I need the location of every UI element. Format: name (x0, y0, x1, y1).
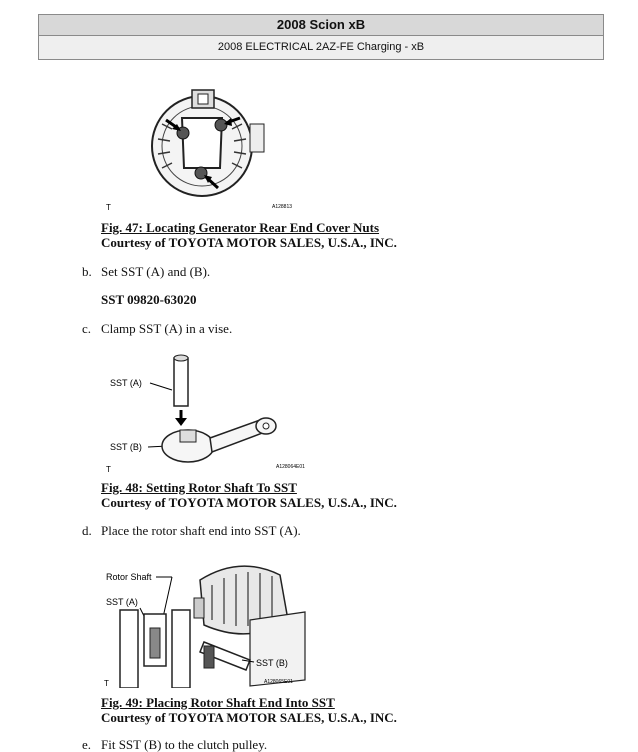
figure-49-rotor-shaft-label: Rotor Shaft (106, 572, 152, 582)
figure-49-credit: Courtesy of TOYOTA MOTOR SALES, U.S.A., INC. (101, 710, 397, 725)
figure-48-corner-label: T (106, 465, 111, 474)
figure-47-illustration (100, 84, 310, 219)
figure-48-code: A128064E01 (276, 464, 305, 470)
step-d-letter: d. (82, 523, 92, 538)
figure-48-credit: Courtesy of TOYOTA MOTOR SALES, U.S.A., INC. (101, 495, 397, 510)
step-c-letter: c. (82, 321, 92, 336)
step-c (82, 321, 232, 336)
step-e (82, 737, 267, 752)
figure-48-title: Fig. 48: Setting Rotor Shaft To SST (101, 480, 297, 495)
figure-47-code: A128813 (272, 204, 293, 210)
step-b-text: Set SST (A) and (B). (101, 264, 211, 279)
step-c-text: Clamp SST (A) in a vise. (101, 321, 233, 336)
figure-48-sst-a-label: SST (A) (110, 378, 142, 388)
figure-49-sst-b-label: SST (B) (256, 658, 288, 668)
step-d (82, 523, 301, 538)
document-subtitle: 2008 ELECTRICAL 2AZ-FE Charging - xB (39, 36, 603, 59)
document-header (38, 14, 604, 60)
document-title: 2008 Scion xB (39, 15, 603, 36)
figure-49-caption (101, 695, 397, 725)
figure-48-sst-b-label: SST (B) (110, 442, 142, 452)
figure-47-credit: Courtesy of TOYOTA MOTOR SALES, U.S.A., INC. (101, 235, 397, 250)
step-b-letter: b. (82, 264, 92, 279)
figure-48-caption (101, 480, 397, 510)
figure-48-illustration (100, 350, 320, 481)
figure-47-title: Fig. 47: Locating Generator Rear End Cover Nuts (101, 220, 380, 235)
figure-49-code: A128065E01 (264, 679, 293, 685)
figure-49-corner-label: T (104, 679, 109, 688)
sst-number: SST 09820-63020 (101, 292, 197, 307)
step-b (82, 264, 210, 279)
step-e-text: Fit SST (B) to the clutch pulley. (101, 737, 268, 752)
figure-49-sst-a-label: SST (A) (106, 597, 138, 607)
figure-49-illustration (100, 550, 310, 693)
figure-47-caption (101, 220, 397, 250)
figure-49-title: Fig. 49: Placing Rotor Shaft End Into SST (101, 695, 335, 710)
step-e-letter: e. (82, 737, 92, 752)
figure-47-corner-label: T (106, 203, 111, 212)
step-d-text: Place the rotor shaft end into SST (A). (101, 523, 301, 538)
